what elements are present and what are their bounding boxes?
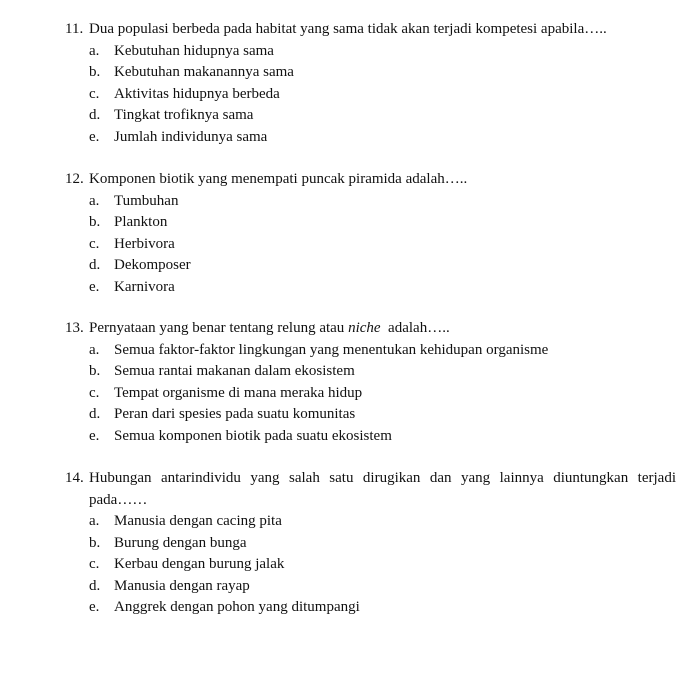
niche-term: niche	[348, 320, 381, 336]
question-text-start: Pernyataan yang benar tentang relung atau	[89, 320, 349, 336]
option-letter: d.	[89, 257, 101, 273]
option-letter: e.	[89, 427, 100, 444]
option-a[interactable]	[0, 340, 700, 362]
question-number: 11.	[65, 21, 84, 37]
option-b[interactable]	[0, 361, 700, 383]
option-letter: b.	[89, 363, 101, 379]
option-text: Kebutuhan hidupnya sama	[114, 42, 274, 59]
option-d[interactable]	[0, 255, 700, 277]
option-text: Karnivora	[114, 278, 175, 295]
question-number: 12.	[65, 171, 84, 187]
option-a[interactable]	[0, 511, 700, 533]
question-text-line-1: Hubungan antarindividu yang salah satu dirugikan dan yang lainnya diuntungkan terjadi	[89, 470, 676, 486]
option-letter: c.	[89, 85, 100, 102]
question-text-end: adalah…..	[380, 320, 450, 336]
option-letter: e.	[89, 128, 100, 145]
option-a[interactable]	[0, 191, 700, 213]
option-letter: c.	[89, 556, 100, 572]
option-letter: e.	[89, 278, 100, 295]
option-e[interactable]	[0, 127, 700, 149]
option-d[interactable]	[0, 576, 700, 598]
option-text: Tempat organisme di mana meraka hidup	[114, 384, 363, 401]
question-14	[0, 468, 700, 619]
option-letter: d.	[89, 107, 101, 123]
option-letter: d.	[89, 577, 101, 594]
option-letter: a.	[89, 42, 100, 59]
question-stem	[0, 19, 700, 41]
question-stem-continued	[0, 490, 700, 512]
option-c[interactable]	[0, 84, 700, 106]
option-letter: b.	[89, 64, 101, 80]
option-b[interactable]	[0, 62, 700, 84]
option-e[interactable]	[0, 597, 700, 619]
option-text: Aktivitas hidupnya berbeda	[114, 85, 280, 102]
option-text: Peran dari spesies pada suatu komunitas	[114, 406, 356, 422]
option-letter: d.	[89, 406, 101, 422]
option-letter: b.	[89, 534, 101, 551]
option-e[interactable]	[0, 277, 700, 299]
option-letter: a.	[89, 192, 100, 209]
option-text: Jumlah individunya sama	[114, 128, 268, 145]
question-12	[0, 169, 700, 298]
option-letter: e.	[89, 599, 100, 615]
option-text: Dekomposer	[114, 257, 191, 273]
option-e[interactable]	[0, 426, 700, 448]
option-text: Kerbau dengan burung jalak	[114, 556, 285, 572]
question-11	[0, 19, 700, 148]
option-c[interactable]	[0, 554, 700, 576]
question-text: Dua populasi berbeda pada habitat yang sama tidak akan terjadi kompetesi apabila…..	[89, 21, 607, 37]
option-text: Burung dengan bunga	[114, 534, 247, 551]
question-stem	[0, 468, 700, 490]
option-text: Herbivora	[114, 235, 175, 252]
question-text-line-2: pada……	[89, 491, 148, 508]
question-number: 13.	[65, 320, 84, 336]
question-text	[89, 318, 676, 340]
option-text: Tingkat trofiknya sama	[114, 107, 254, 123]
option-letter: a.	[89, 513, 100, 529]
option-text: Semua rantai makanan dalam ekosistem	[114, 363, 355, 379]
option-text: Manusia dengan cacing pita	[114, 513, 282, 529]
option-text: Anggrek dengan pohon yang ditumpangi	[114, 599, 360, 615]
option-letter: c.	[89, 384, 100, 401]
option-text: Manusia dengan rayap	[114, 577, 250, 594]
option-text: Semua komponen biotik pada suatu ekosistem	[114, 427, 392, 444]
option-text: Semua faktor-faktor lingkungan yang menentukan kehidupan organisme	[114, 341, 549, 358]
option-d[interactable]	[0, 404, 700, 426]
option-b[interactable]	[0, 533, 700, 555]
option-letter: a.	[89, 341, 100, 358]
question-number: 14.	[65, 470, 84, 486]
option-d[interactable]	[0, 105, 700, 127]
question-stem	[0, 169, 700, 191]
option-text: Tumbuhan	[114, 192, 179, 209]
option-c[interactable]	[0, 234, 700, 256]
question-stem	[0, 318, 700, 340]
question-13	[0, 318, 700, 447]
option-text: Plankton	[114, 214, 168, 230]
option-letter: b.	[89, 214, 101, 230]
option-b[interactable]	[0, 212, 700, 234]
option-c[interactable]	[0, 383, 700, 405]
option-text: Kebutuhan makanannya sama	[114, 64, 294, 80]
question-text: Komponen biotik yang menempati puncak piramida adalah…..	[89, 171, 468, 187]
option-letter: c.	[89, 235, 100, 252]
option-a[interactable]	[0, 41, 700, 63]
